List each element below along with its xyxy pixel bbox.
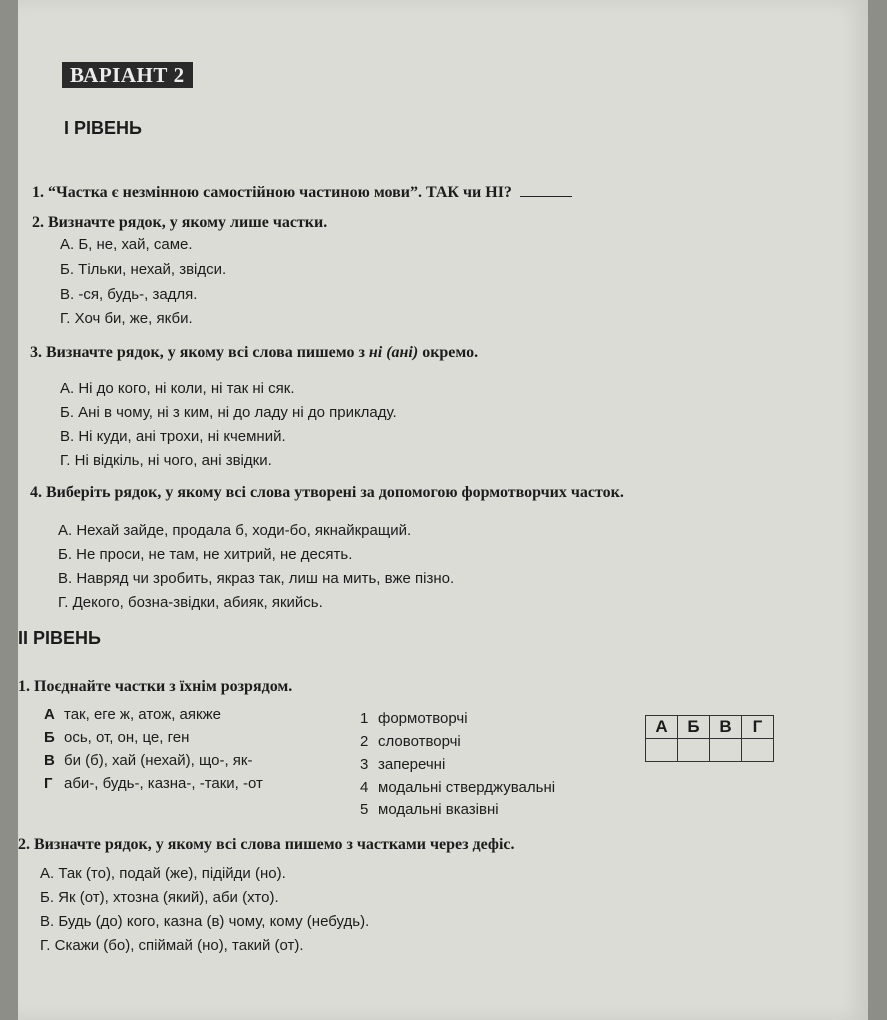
question-1-3-text-end: окремо. — [418, 344, 479, 361]
option: Г. Скажи (бо), спіймай (но), такий (от). — [40, 937, 304, 954]
variant-title: ВАРІАНТ 2 — [62, 62, 193, 88]
option: В. Будь (до) кого, казна (в) чому, кому (небудь). — [40, 913, 370, 930]
question-1-3-text: 3. Визначте рядок, у якому всі слова пишемо з — [30, 344, 369, 361]
option: Б. Не проси, не там, не хитрий, не десять. — [58, 546, 353, 563]
answer-cell[interactable] — [646, 739, 678, 762]
question-1-2-text: 2. Визначте рядок, у якому лише частки. — [32, 214, 328, 231]
answer-grid — [645, 715, 774, 762]
match-right-item: 3 заперечні — [360, 756, 446, 773]
option: В. Ні куди, ані трохи, ні кчемний. — [60, 428, 286, 445]
level-1-title: І РІВЕНЬ — [64, 118, 142, 138]
question-2-2-text: 2. Визначте рядок, у якому всі слова пишемо з частками через дефіс. — [18, 836, 515, 853]
match-right-item: 2 словотворчі — [360, 733, 461, 750]
option: Б. Тільки, нехай, звідси. — [60, 261, 227, 278]
match-left-item: Б ось, от, он, це, ген — [44, 729, 190, 746]
answer-header-g: Г — [742, 716, 774, 739]
option: Г. Хоч би, же, якби. — [60, 310, 193, 327]
question-1-1-text: 1. “Частка є незмінною самостійною частиною мови”. ТАК чи НІ? — [32, 184, 512, 201]
answer-header-b: Б — [678, 716, 710, 739]
question-2-1-text: 1. Поєднайте частки з їхнім розрядом. — [18, 678, 293, 695]
question-1-3-italic: ні (ані) — [368, 344, 419, 361]
option: Г. Декого, бозна-звідки, абияк, якийсь. — [58, 594, 323, 611]
option: В. Навряд чи зробить, якраз так, лиш на мить, вже пізно. — [58, 570, 455, 587]
option: В. -ся, будь-, задля. — [60, 286, 198, 303]
question-1-1 — [32, 184, 572, 202]
match-right-item: 1 формотворчі — [360, 710, 468, 727]
level-2-title: ІІ РІВЕНЬ — [18, 628, 101, 648]
option: Б. Як (от), хтозна (який), аби (хто). — [40, 889, 279, 906]
match-left-item: Г аби-, будь-, казна-, -таки, -от — [44, 775, 263, 792]
option: А. Ні до кого, ні коли, ні так ні сяк. — [60, 380, 295, 397]
option: Б. Ані в чому, ні з ким, ні до ладу ні до прикладу. — [60, 404, 397, 421]
option: А. Нехай зайде, продала б, ходи-бо, якнайкращий. — [58, 522, 412, 539]
worksheet-page — [18, 0, 868, 1020]
answer-header-v: В — [710, 716, 742, 739]
option: А. Б, не, хай, саме. — [60, 236, 193, 253]
answer-cell[interactable] — [710, 739, 742, 762]
match-right-item: 5 модальні вказівні — [360, 801, 499, 818]
answer-cell[interactable] — [742, 739, 774, 762]
answer-cell[interactable] — [678, 739, 710, 762]
question-1-3 — [30, 344, 478, 362]
match-right-item: 4 модальні стверджувальні — [360, 779, 556, 796]
match-left-item: В би (б), хай (нехай), що-, як- — [44, 752, 253, 769]
question-1-4-text: 4. Виберіть рядок, у якому всі слова утворені за допомогою формотворчих часток. — [30, 484, 624, 501]
answer-blank[interactable] — [520, 196, 572, 197]
answer-header-a: А — [646, 716, 678, 739]
option: А. Так (то), подай (же), підійди (но). — [40, 865, 286, 882]
option: Г. Ні відкіль, ні чого, ані звідки. — [60, 452, 272, 469]
match-left-item: А так, еге ж, атож, аякже — [44, 706, 221, 723]
